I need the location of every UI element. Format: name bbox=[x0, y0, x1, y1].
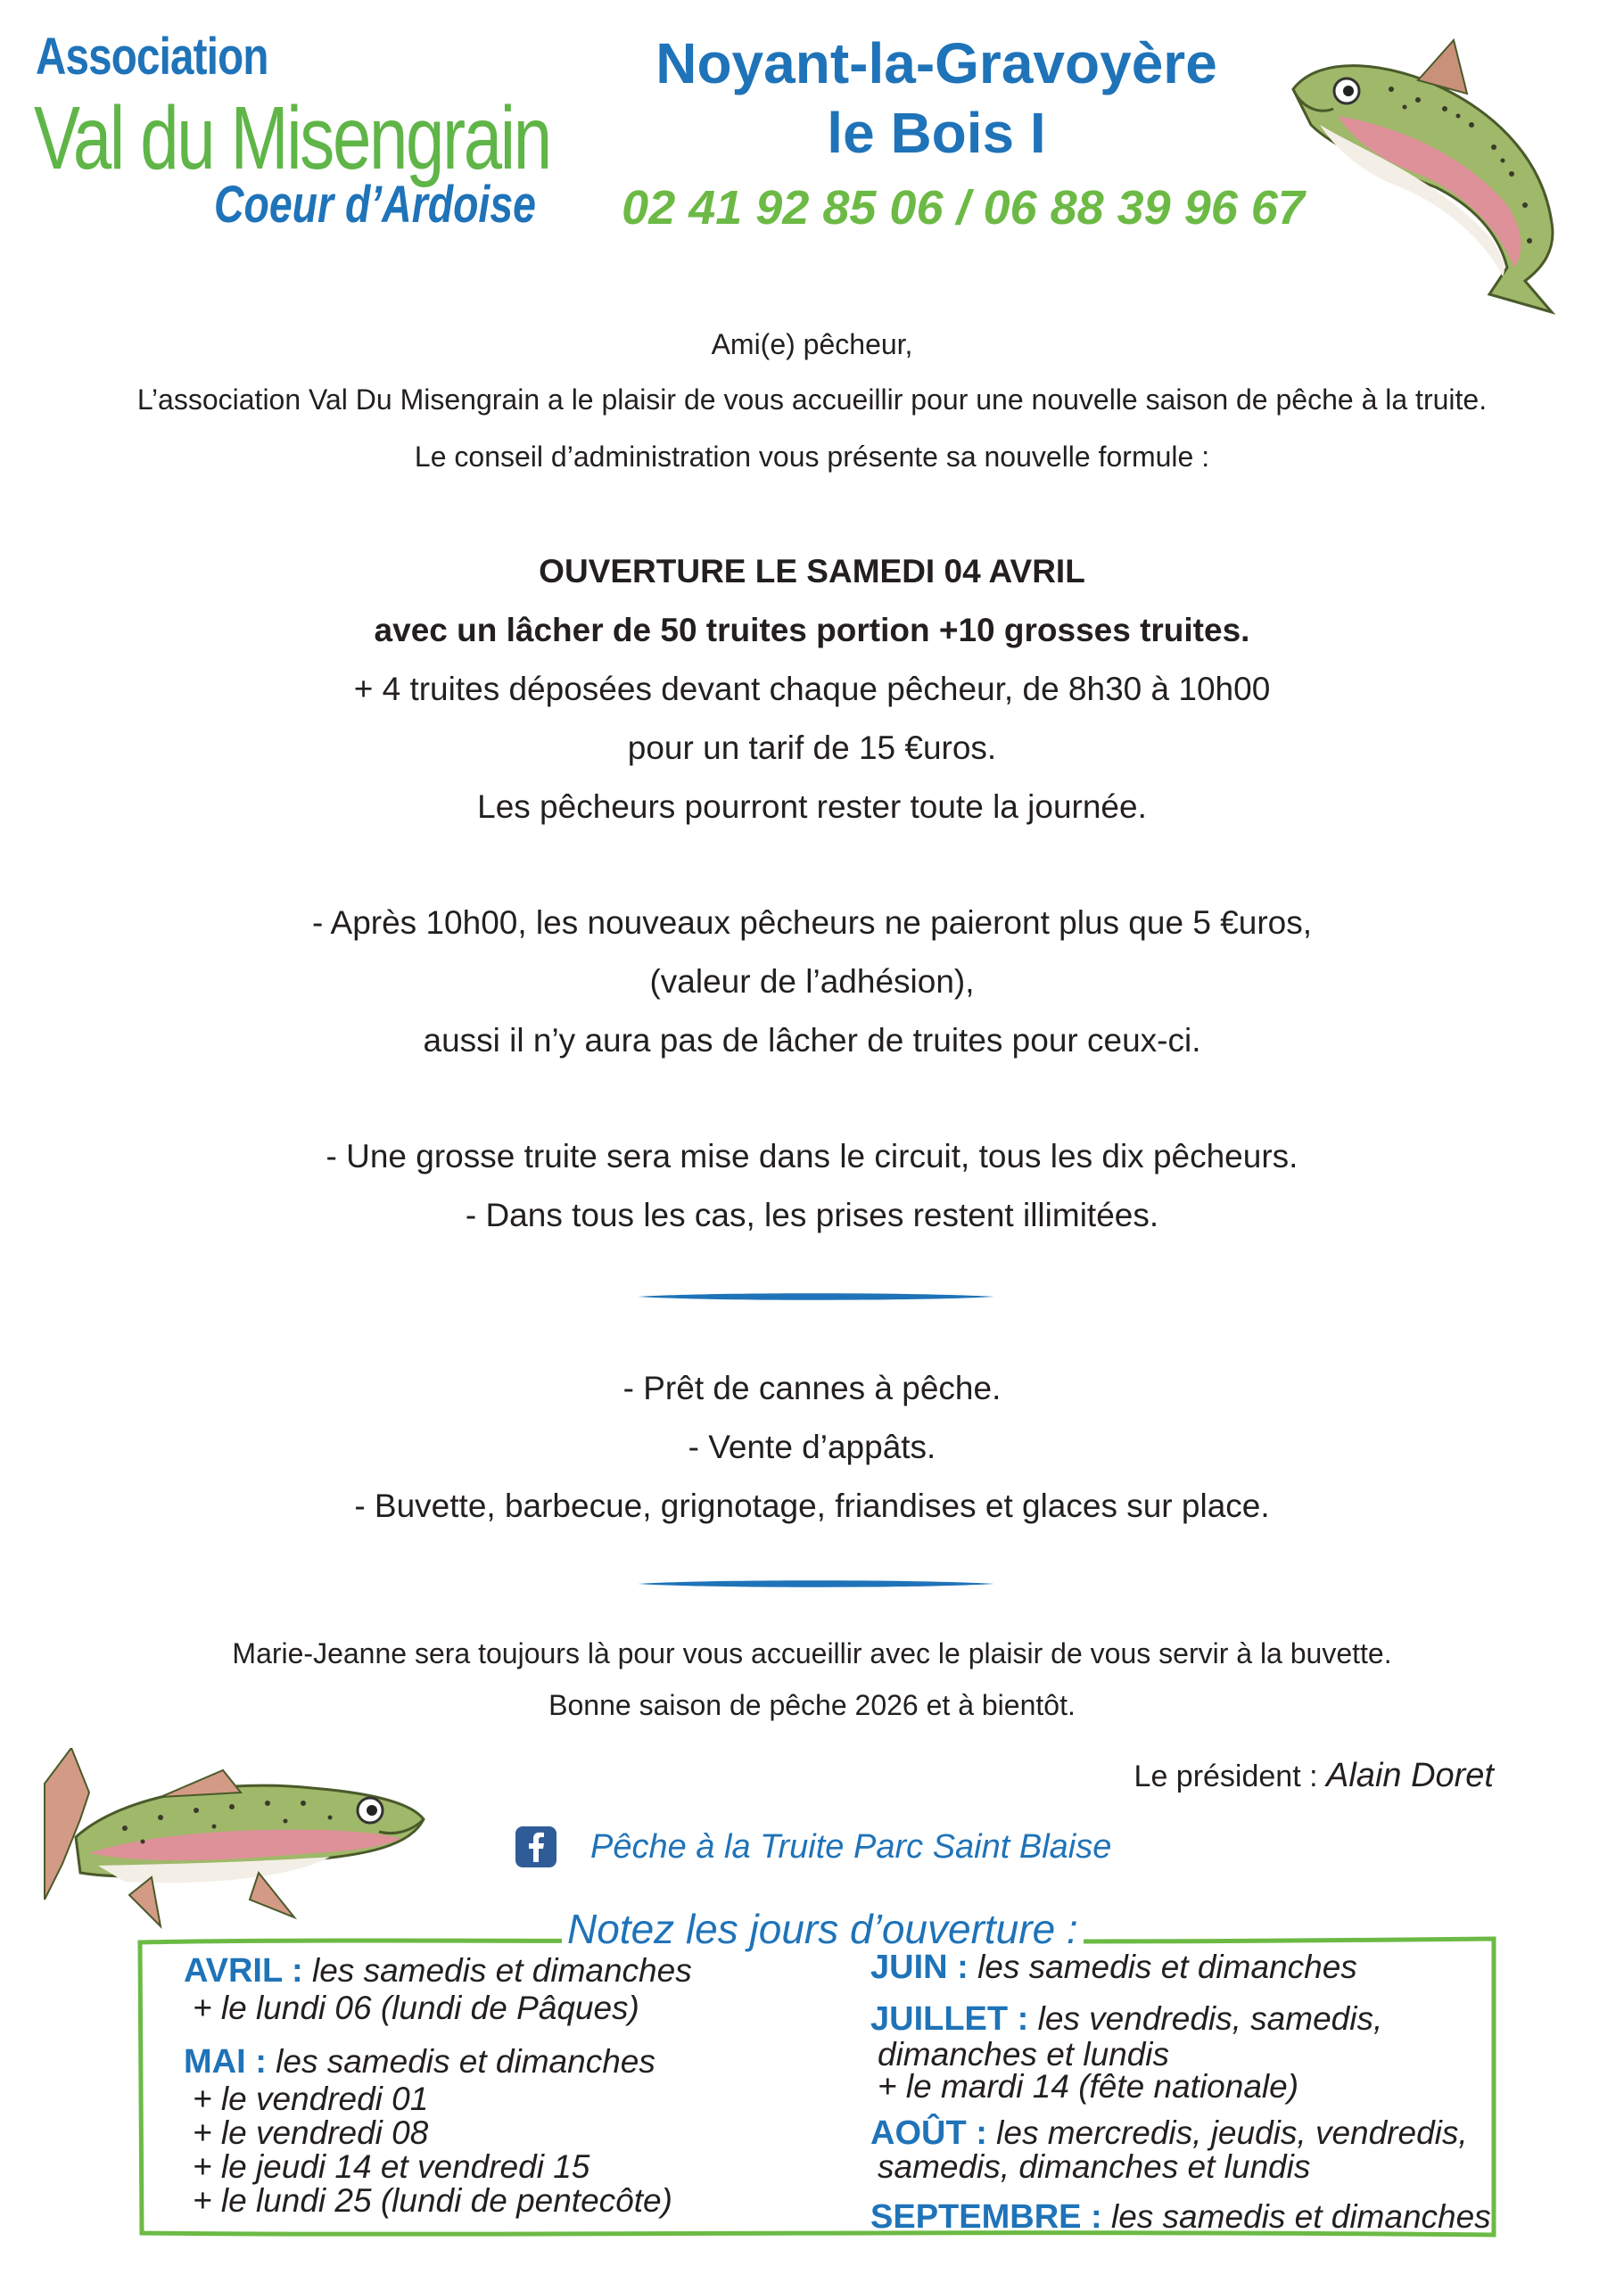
logo-association-name: Val du Misengrain bbox=[34, 88, 550, 188]
service-rods: - Prêt de cannes à pêche. bbox=[622, 1370, 1002, 1406]
closing-line-2: Bonne saison de pêche 2026 et à bientôt. bbox=[548, 1689, 1076, 1721]
opening-detail-2: pour un tarif de 15 €uros. bbox=[627, 729, 997, 766]
facebook-page-link[interactable]: Pêche à la Truite Parc Saint Blaise bbox=[590, 1828, 1112, 1866]
septembre-row bbox=[870, 2199, 1491, 2242]
closing-line-1: Marie-Jeanne sera toujours là pour vous accueillir avec le plaisir de vous servir à la buvette. bbox=[232, 1637, 1392, 1669]
juillet-extra-1: dimanches et lundis bbox=[878, 2036, 1170, 2073]
opening-title: OUVERTURE LE SAMEDI 04 AVRIL bbox=[539, 553, 1085, 589]
mai-extra-4: + le lundi 25 (lundi de pentecôte) bbox=[193, 2182, 672, 2219]
rule-big-trout: - Une grosse truite sera mise dans le circuit, tous les dix pêcheurs. bbox=[326, 1138, 1298, 1174]
divider-brush-2 bbox=[638, 1578, 994, 1589]
septembre-days: les samedis et dimanches bbox=[1101, 2198, 1491, 2235]
service-bar: - Buvette, barbecue, grignotage, friandises et glaces sur place. bbox=[354, 1488, 1270, 1524]
president-signature bbox=[1134, 1757, 1494, 1795]
opening-detail-1: + 4 truites déposées devant chaque pêcheur, de 8h30 à 10h00 bbox=[353, 671, 1271, 707]
month-mai: MAI : bbox=[184, 2043, 267, 2081]
location-name: le Bois I bbox=[827, 101, 1046, 165]
phone-numbers: 02 41 92 85 06 / 06 88 39 96 67 bbox=[622, 181, 1305, 235]
month-aout: AOÛT : bbox=[870, 2114, 987, 2152]
aout-extra-1: samedis, dimanches et lundis bbox=[878, 2148, 1311, 2185]
trout-illustration-top bbox=[1284, 27, 1605, 321]
logo-association-word: Association bbox=[36, 28, 268, 86]
opening-days-title: Notez les jours d’ouverture : bbox=[562, 1905, 1084, 1953]
opening-detail-3: Les pêcheurs pourront rester toute la journée. bbox=[477, 788, 1147, 825]
juin-days: les samedis et dimanches bbox=[968, 1949, 1357, 1985]
trout-illustration-bottom bbox=[27, 1748, 446, 1962]
divider-brush-1 bbox=[638, 1291, 994, 1302]
month-avril: AVRIL : bbox=[184, 1952, 303, 1990]
intro-line-1: L’association Val Du Misengrain a le plaisir de vous accueillir pour une nouvelle saison de pêche à la truite. bbox=[136, 383, 1488, 416]
month-juin: JUIN : bbox=[870, 1949, 969, 1986]
logo-association-subtitle: Coeur d’Ardoise bbox=[214, 176, 536, 234]
service-bait: - Vente d’appâts. bbox=[688, 1429, 936, 1465]
greeting: Ami(e) pêcheur, bbox=[711, 328, 913, 360]
aout-days: les mercredis, jeudis, vendredis, bbox=[986, 2114, 1468, 2151]
rule-unlimited: - Dans tous les cas, les prises restent illimitées. bbox=[465, 1197, 1159, 1233]
mai-extra-3: + le jeudi 14 et vendredi 15 bbox=[193, 2148, 590, 2185]
mai-extra-1: + le vendredi 01 bbox=[193, 2081, 429, 2117]
president-name: Alain Doret bbox=[1326, 1757, 1494, 1794]
month-septembre: SEPTEMBRE : bbox=[870, 2198, 1102, 2236]
town-name: Noyant-la-Gravoyère bbox=[655, 31, 1217, 95]
rule-after-10h-3: aussi il n’y aura pas de lâcher de truites pour ceux-ci. bbox=[423, 1022, 1201, 1059]
facebook-icon[interactable] bbox=[515, 1826, 556, 1867]
rule-after-10h-2: (valeur de l’adhésion), bbox=[649, 963, 975, 1000]
juillet-days: les vendredis, samedis, bbox=[1028, 2000, 1383, 2037]
avril-days: les samedis et dimanches bbox=[302, 1952, 692, 1989]
rule-after-10h-1: - Après 10h00, les nouveaux pêcheurs ne paieront plus que 5 €uros, bbox=[311, 904, 1313, 941]
intro-line-2: Le conseil d’administration vous présente sa nouvelle formule : bbox=[414, 441, 1210, 473]
juillet-extra-2: + le mardi 14 (fête nationale) bbox=[878, 2068, 1299, 2105]
mai-days: les samedis et dimanches bbox=[266, 2043, 655, 2080]
juin-row bbox=[870, 1949, 1357, 1992]
month-juillet: JUILLET : bbox=[870, 2000, 1029, 2038]
opening-release: avec un lâcher de 50 truites portion +10 grosses truites. bbox=[374, 612, 1250, 648]
avril-extra-1: + le lundi 06 (lundi de Pâques) bbox=[193, 1990, 639, 2026]
mai-extra-2: + le vendredi 08 bbox=[193, 2114, 429, 2151]
president-label: Le président : bbox=[1134, 1760, 1327, 1793]
